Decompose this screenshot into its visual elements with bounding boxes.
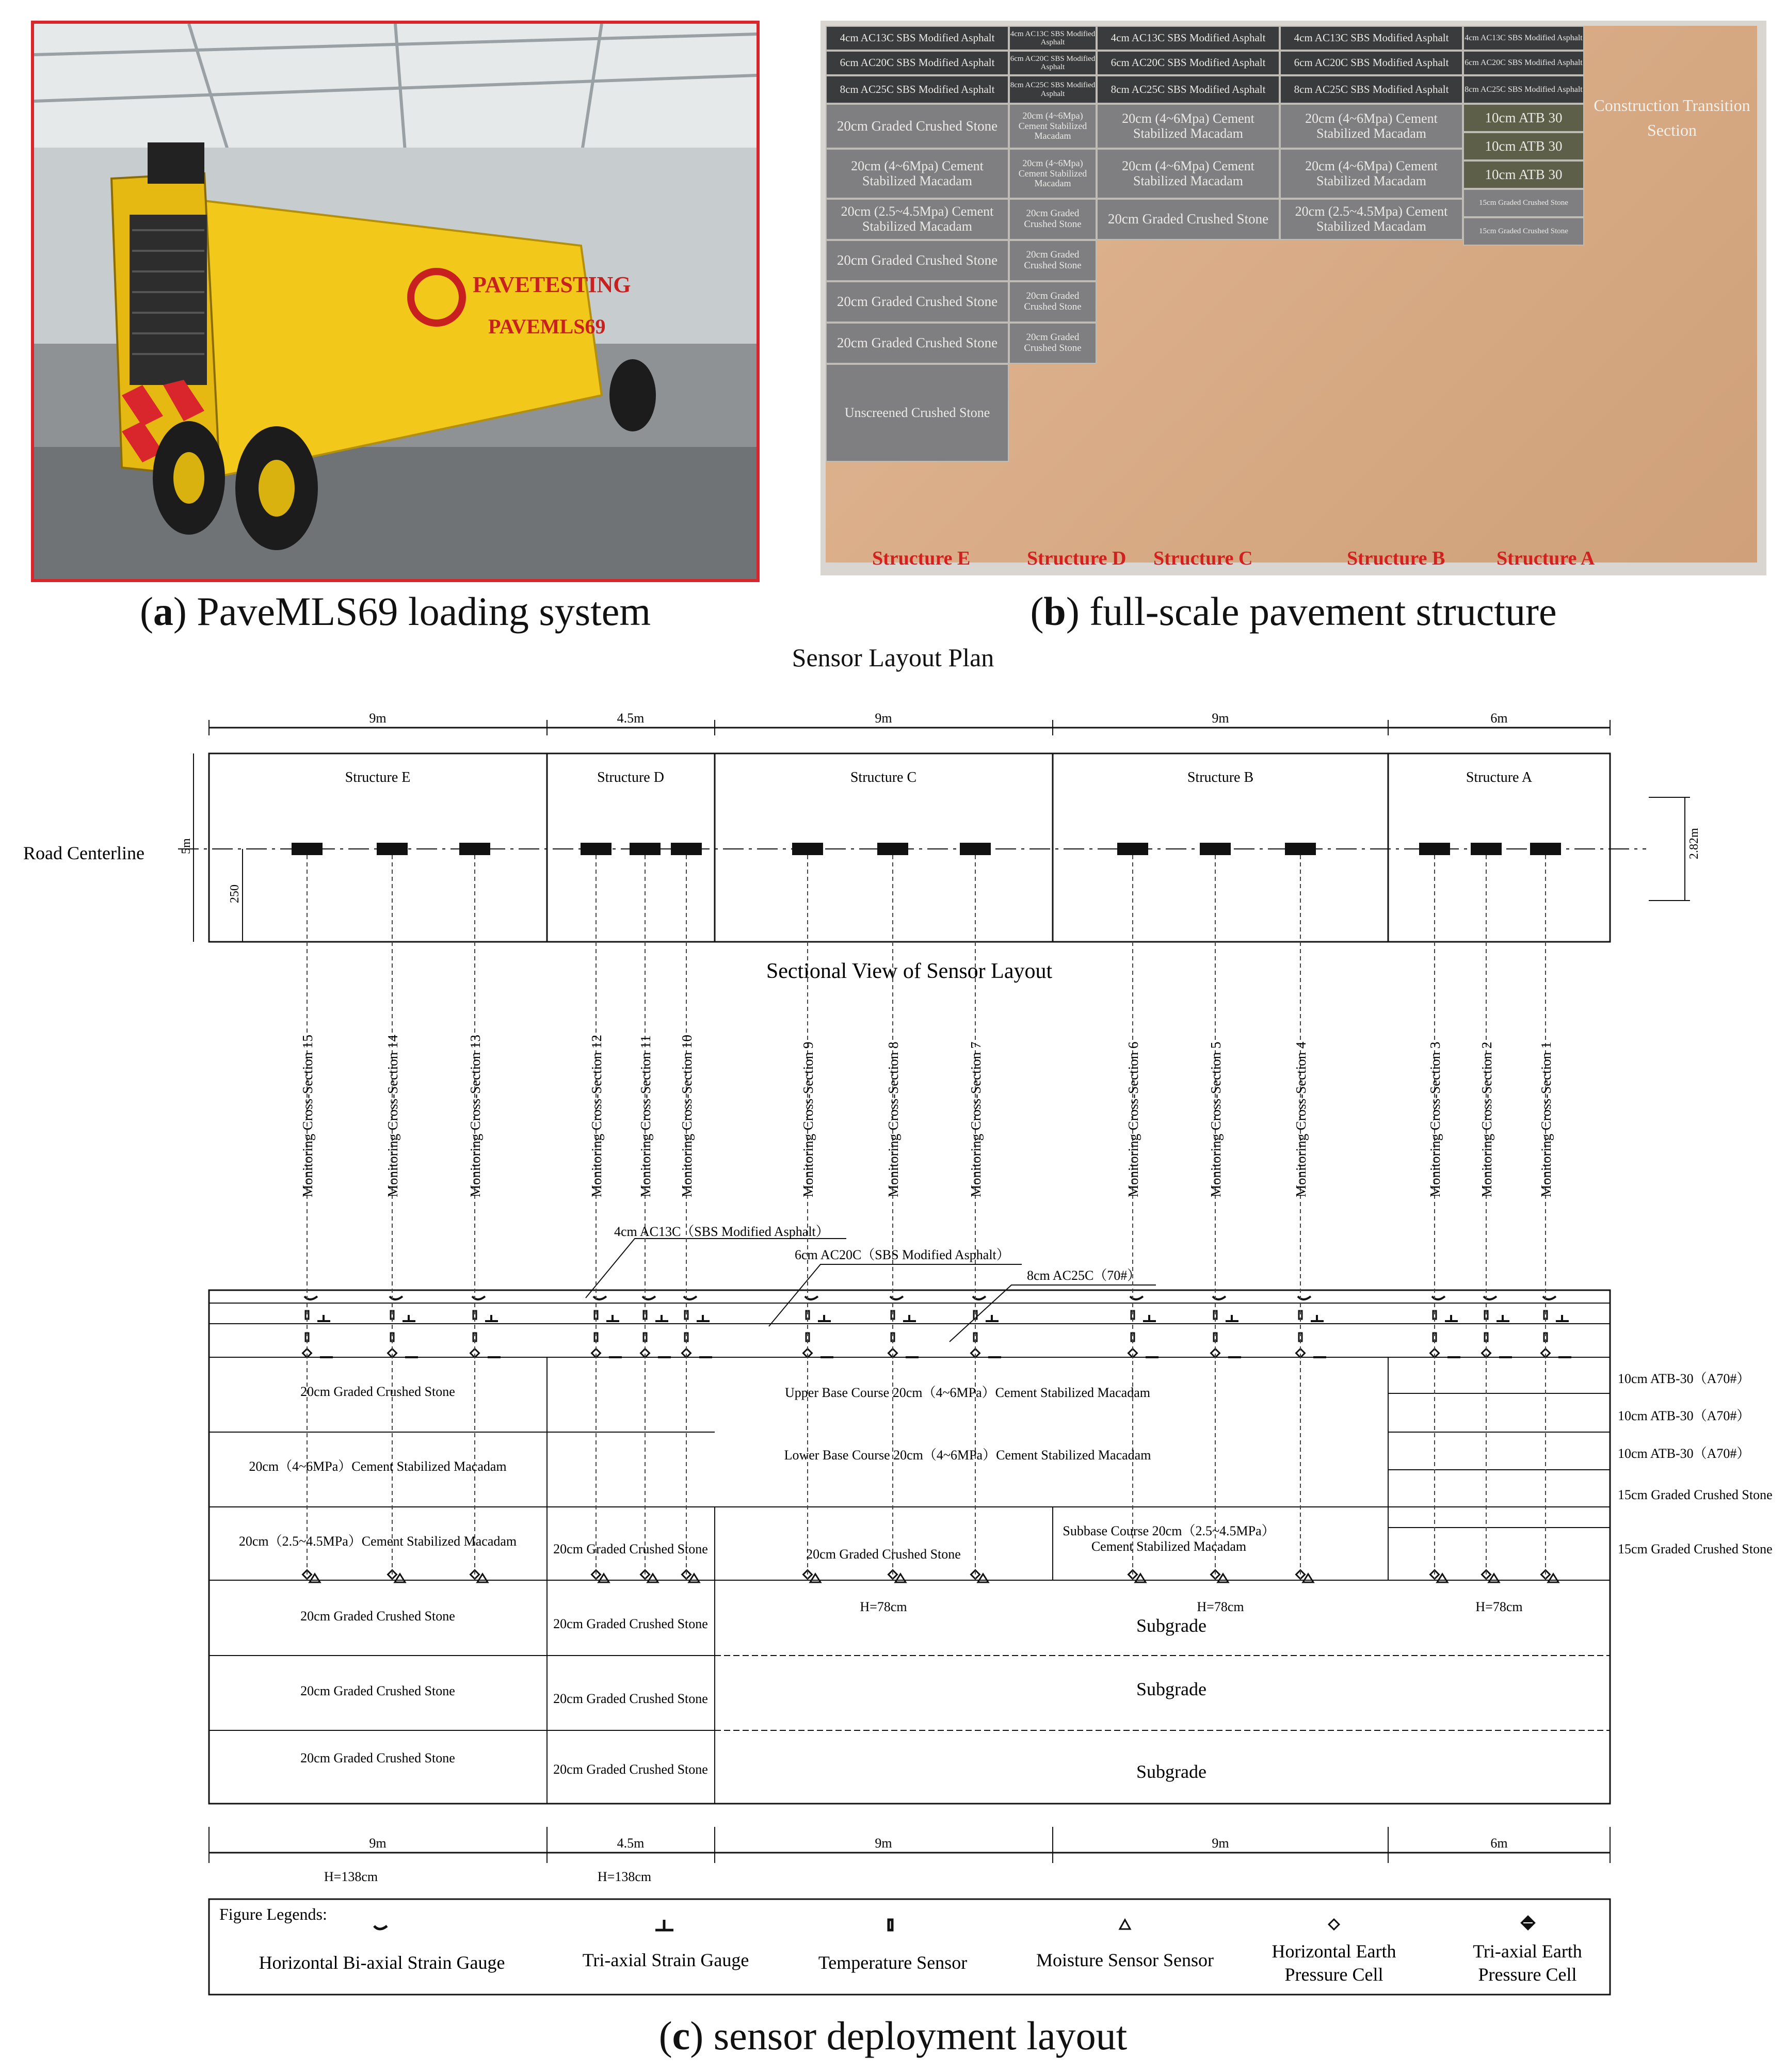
dim-5m: 5m [180,838,193,854]
callout-ac25: 8cm AC25C（70#） [1027,1268,1141,1283]
block-a-ac25: 8cm AC25C SBS Modified Asphalt [1463,75,1584,104]
layer-c-graded: 20cm Graded Crushed Stone [806,1547,961,1562]
plan-sensor-block [292,843,323,855]
biaxial-strain-gauge-icon [973,1296,986,1299]
section-title: Sectional View of Sensor Layout [766,959,1053,983]
layer-a-graded-2: 15cm Graded Crushed Stone [1618,1541,1773,1556]
plan-structure-e: Structure E [345,769,411,785]
biaxial-strain-gauge-icon [1298,1296,1311,1299]
caption-c: (c) sensor deployment layout [658,2013,1128,2058]
width-structure-b: 9m [1212,711,1229,726]
triaxial-pressure-cell-icon [1522,1917,1534,1929]
bottom-width-a: 6m [1490,1836,1508,1851]
bottom-width-c: 9m [875,1836,892,1851]
plan-sensor-block [1471,843,1502,855]
plan-sensor-block [1285,843,1316,855]
plan-sensor-block [1530,843,1561,855]
block-c-csm-2: 20cm (4~6Mpa) Cement Stabilized Macadam [1097,149,1280,199]
block-a-ac20: 6cm AC20C SBS Modified Asphalt [1463,51,1584,75]
layer-subbase-2: Cement Stabilized Macadam [1091,1539,1247,1554]
block-a-atb-2: 10cm ATB 30 [1463,132,1584,160]
subgrade-1: Subgrade [1136,1615,1206,1636]
biaxial-strain-gauge-icon [472,1296,485,1299]
plan-sensor-block [1200,843,1231,855]
h78-b: H=78cm [1197,1599,1244,1614]
plan-sensor-block [1117,843,1148,855]
block-c-ac13: 4cm AC13C SBS Modified Asphalt [1097,26,1280,51]
block-a-ac13: 4cm AC13C SBS Modified Asphalt [1463,26,1584,51]
block-b-ac13: 4cm AC13C SBS Modified Asphalt [1280,26,1463,51]
biaxial-strain-gauge-icon [1130,1296,1143,1299]
triaxial-strain-gauge-icon [655,1920,673,1930]
block-b-csm-2: 20cm (4~6Mpa) Cement Stabilized Macadam [1280,149,1463,199]
block-e-graded-2: 20cm Graded Crushed Stone [826,240,1009,281]
machine-model-text: PAVEMLS69 [488,315,606,338]
legend-tpc-1: Tri-axial Earth [1473,1941,1582,1962]
machine-brand-text: PAVETESTING [473,272,631,297]
legend-hpc-2: Pressure Cell [1284,1964,1383,1985]
legend-title: Figure Legends: [219,1905,327,1923]
cross-section-label: Monitoring Cross-Section 15 [300,1035,315,1197]
block-a-atb-3: 10cm ATB 30 [1463,160,1584,189]
block-c-csm-1: 20cm (4~6Mpa) Cement Stabilized Macadam [1097,104,1280,149]
plan-structure-d: Structure D [597,769,664,785]
block-c-ac25: 8cm AC25C SBS Modified Asphalt [1097,75,1280,104]
biaxial-strain-gauge-icon [304,1296,317,1299]
plan-sensor-block [630,843,661,855]
layer-a-graded-1: 15cm Graded Crushed Stone [1618,1487,1773,1502]
layer-e-graded-4: 20cm Graded Crushed Stone [300,1750,455,1765]
layer-a-atb-1: 10cm ATB-30（A70#） [1618,1371,1750,1386]
biaxial-strain-gauge-icon [642,1296,655,1299]
block-a-graded-1: 15cm Graded Crushed Stone [1463,189,1584,217]
cross-section-label: Monitoring Cross-Section 4 [1293,1041,1309,1197]
bottom-width-e: 9m [369,1836,387,1851]
plan-structure-b: Structure B [1187,769,1254,785]
cross-section-label: Monitoring Cross-Section 6 [1125,1041,1141,1197]
cross-section-label: Monitoring Cross-Section 10 [679,1035,695,1197]
board-label-structure-d: Structure D [1027,548,1127,569]
cross-section-label: Monitoring Cross-Section 13 [468,1035,483,1197]
block-d-ac20: 6cm AC20C SBS Modified Asphalt [1009,51,1097,75]
layer-a-atb-2: 10cm ATB-30（A70#） [1618,1408,1750,1423]
block-d-csm-2: 20cm (4~6Mpa) Cement Stabilized Macadam [1009,149,1097,199]
legend-hpc-1: Horizontal Earth [1272,1941,1396,1962]
layer-e-graded-1: 20cm Graded Crushed Stone [300,1384,455,1399]
block-a-atb-1: 10cm ATB 30 [1463,104,1584,132]
cross-section-label: Monitoring Cross-Section 12 [589,1035,604,1197]
plan-sensor-block [581,843,612,855]
cross-section-label: Monitoring Cross-Section 7 [968,1041,984,1197]
block-e-graded-1: 20cm Graded Crushed Stone [826,104,1009,149]
layer-d-graded-1: 20cm Graded Crushed Stone [553,1541,708,1556]
legend-moisture: Moisture Sensor Sensor [1036,1950,1214,1970]
block-b-ac20: 6cm AC20C SBS Modified Asphalt [1280,51,1463,75]
h138-e: H=138cm [324,1869,378,1884]
dim-250: 250 [228,885,242,903]
block-e-unscreened: Unscreened Crushed Stone [826,364,1009,462]
board-label-structure-e: Structure E [872,548,971,569]
biaxial-strain-gauge-icon [1432,1296,1445,1299]
legend-biaxial: Horizontal Bi-axial Strain Gauge [259,1952,505,1973]
layer-d-graded-4: 20cm Graded Crushed Stone [553,1762,708,1777]
layer-subbase-1: Subbase Course 20cm（2.5~4.5MPa） [1063,1523,1275,1538]
block-e-ac13: 4cm AC13C SBS Modified Asphalt [826,26,1009,51]
plan-structure-c: Structure C [850,769,917,785]
biaxial-strain-gauge-icon [593,1296,606,1299]
bottom-width-d: 4.5m [617,1836,645,1851]
block-e-csm46: 20cm (4~6Mpa) Cement Stabilized Macadam [826,149,1009,199]
biaxial-strain-gauge-icon [374,1926,387,1929]
board-label-structure-a: Structure A [1497,548,1595,569]
biaxial-strain-gauge-icon [1543,1296,1556,1299]
block-b-csm-1: 20cm (4~6Mpa) Cement Stabilized Macadam [1280,104,1463,149]
plan-sensor-block [459,843,490,855]
plan-sensor-block [877,843,908,855]
width-structure-d: 4.5m [617,711,645,726]
board-label-structure-c: Structure C [1153,548,1253,569]
plan-sensor-block [960,843,991,855]
biaxial-strain-gauge-icon [390,1296,403,1299]
cross-section-label: Monitoring Cross-Section 5 [1208,1041,1224,1197]
layer-lower-base: Lower Base Course 20cm（4~6MPa）Cement Stabilized Macadam [784,1448,1151,1463]
temperature-sensor-icon [889,1920,892,1930]
moisture-sensor-icon [1120,1920,1130,1929]
plan-sensor-block [671,843,702,855]
block-d-ac13: 4cm AC13C SBS Modified Asphalt [1009,26,1097,51]
layer-e-graded-2: 20cm Graded Crushed Stone [300,1609,455,1624]
layer-upper-base: Upper Base Course 20cm（4~6MPa）Cement Stabilized Macadam [785,1385,1150,1400]
layer-e-graded-3: 20cm Graded Crushed Stone [300,1683,455,1698]
plan-structure-a: Structure A [1466,769,1533,785]
plan-sensor-block [792,843,823,855]
block-e-ac20: 6cm AC20C SBS Modified Asphalt [826,51,1009,75]
width-structure-a: 6m [1490,711,1508,726]
width-structure-e: 9m [369,711,387,726]
plan-sensor-block [377,843,408,855]
cross-section-label: Monitoring Cross-Section 3 [1427,1041,1443,1197]
legend-temperature: Temperature Sensor [818,1952,968,1973]
block-d-graded-2: 20cm Graded Crushed Stone [1009,240,1097,281]
cross-section-label: Monitoring Cross-Section 8 [886,1041,901,1197]
cross-section-label: Monitoring Cross-Section 9 [800,1041,816,1197]
biaxial-strain-gauge-icon [890,1296,903,1299]
horizontal-pressure-cell-icon [1329,1919,1339,1930]
biaxial-strain-gauge-icon [1213,1296,1226,1299]
block-c-graded: 20cm Graded Crushed Stone [1097,199,1280,240]
biaxial-strain-gauge-icon [684,1296,697,1299]
width-structure-c: 9m [875,711,892,726]
h78-a: H=78cm [1475,1599,1523,1614]
legend-triaxial: Tri-axial Strain Gauge [582,1950,749,1970]
legend-symbols [374,1917,1534,1930]
road-centerline-label: Road Centerline [23,843,144,863]
cross-section-label: Monitoring Cross-Section 1 [1538,1041,1554,1197]
transition-section-label: Construction Transition Section [1594,96,1750,139]
layer-d-graded-2: 20cm Graded Crushed Stone [553,1616,708,1631]
plan-title: Sensor Layout Plan [792,643,994,672]
block-d-csm-1: 20cm (4~6Mpa) Cement Stabilized Macadam [1009,104,1097,149]
block-e-csm25: 20cm (2.5~4.5Mpa) Cement Stabilized Macadam [826,199,1009,240]
h78-c: H=78cm [860,1599,907,1614]
bottom-width-b: 9m [1212,1836,1229,1851]
layer-d-graded-3: 20cm Graded Crushed Stone [553,1691,708,1706]
subgrade-2: Subgrade [1136,1679,1206,1699]
board-label-structure-b: Structure B [1347,548,1445,569]
callout-ac20: 6cm AC20C（SBS Modified Asphalt） [795,1247,1010,1262]
block-e-ac25: 8cm AC25C SBS Modified Asphalt [826,75,1009,104]
caption-a: (a) PaveMLS69 loading system [139,589,651,634]
subgrade-3: Subgrade [1136,1761,1206,1782]
block-b-csm25: 20cm (2.5~4.5Mpa) Cement Stabilized Macadam [1280,199,1463,240]
block-d-graded-3: 20cm Graded Crushed Stone [1009,281,1097,323]
block-b-ac25: 8cm AC25C SBS Modified Asphalt [1280,75,1463,104]
block-d-graded-4: 20cm Graded Crushed Stone [1009,323,1097,364]
biaxial-strain-gauge-icon [1484,1296,1497,1299]
biaxial-strain-gauge-icon [805,1296,818,1299]
layer-e-csm46: 20cm（4~6MPa）Cement Stabilized Macadam [249,1459,507,1474]
h138-d: H=138cm [597,1869,652,1884]
caption-b: (b) full-scale pavement structure [1030,589,1557,634]
cross-section-label: Monitoring Cross-Section 14 [385,1035,400,1197]
block-c-ac20: 6cm AC20C SBS Modified Asphalt [1097,51,1280,75]
block-e-graded-3: 20cm Graded Crushed Stone [826,281,1009,323]
block-a-graded-2: 15cm Graded Crushed Stone [1463,217,1584,246]
callout-ac13: 4cm AC13C（SBS Modified Asphalt） [614,1224,829,1239]
dim-282: 2.82m [1687,828,1701,859]
layer-e-csm25: 20cm（2.5~4.5MPa）Cement Stabilized Macadam [238,1534,517,1549]
block-d-ac25: 8cm AC25C SBS Modified Asphalt [1009,75,1097,104]
plan-sensor-block [1419,843,1450,855]
legend-tpc-2: Pressure Cell [1478,1964,1577,1985]
block-e-graded-4: 20cm Graded Crushed Stone [826,323,1009,364]
block-d-graded-1: 20cm Graded Crushed Stone [1009,199,1097,240]
cross-section-label: Monitoring Cross-Section 11 [638,1035,653,1197]
cross-section-label: Monitoring Cross-Section 2 [1479,1041,1494,1197]
layer-a-atb-3: 10cm ATB-30（A70#） [1618,1446,1750,1461]
